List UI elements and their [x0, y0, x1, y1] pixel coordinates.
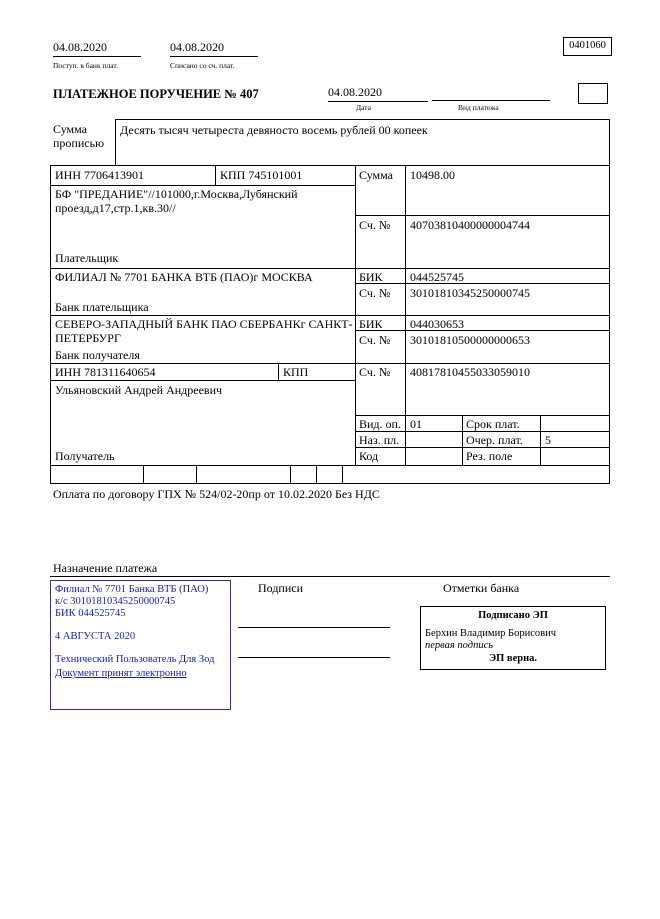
document-date: 04.08.2020: [328, 85, 428, 102]
op-type-label: Вид. оп.: [359, 417, 401, 431]
beneficiary-bank-bik-label: БИК: [359, 317, 383, 331]
amount-words-label: Сумма прописью: [53, 122, 105, 151]
op-type-value: 01: [410, 417, 422, 431]
ep-stamp-title: Подписано ЭП: [478, 610, 548, 621]
bank-stamp-bik: БИК 044525745: [55, 608, 126, 620]
received-date-label: Поступ. в банк плат.: [53, 61, 118, 70]
payer-account-value: 40703810400000004744: [410, 218, 530, 232]
payer-account-label: Сч. №: [359, 218, 391, 232]
priority-value: 5: [545, 433, 551, 447]
electronic-signature-stamp: [420, 606, 606, 670]
payer-bank-bik-label: БИК: [359, 270, 383, 284]
payment-type-line: [432, 100, 550, 101]
pay-term-label: Срок плат.: [466, 417, 520, 431]
code-label: Код: [359, 449, 379, 463]
received-date: 04.08.2020: [53, 40, 141, 57]
beneficiary-inn: ИНН 781311640654: [55, 365, 156, 379]
bank-stamp: [50, 580, 231, 710]
document-title: ПЛАТЕЖНОЕ ПОРУЧЕНИЕ № 407: [53, 87, 259, 101]
payer-name: БФ "ПРЕДАНИЕ"//101000,г.Москва,Лубянский проезд,д17,стр.1,кв.30//: [55, 187, 298, 216]
payer-bank-account-value: 30101810345250000745: [410, 286, 530, 300]
ep-stamp-verified: ЭП верна.: [488, 652, 537, 664]
beneficiary-bank-account-value: 30101810500000000653: [410, 333, 530, 347]
ep-stamp-signer-name: Берхин Владимир Борисович: [425, 627, 556, 639]
beneficiary-account-value: 40817810455033059010: [410, 365, 530, 379]
payer-inn: ИНН 7706413901: [55, 168, 144, 182]
signatures-label: Подписи: [258, 581, 304, 595]
purpose-code-label: Наз. пл.: [359, 433, 400, 447]
bank-stamp-bank-name: Филиал № 7701 Банка ВТБ (ПАО): [55, 584, 209, 595]
payer-bank-name: ФИЛИАЛ № 7701 БАНКА ВТБ (ПАО)г МОСКВА: [55, 270, 313, 284]
beneficiary-name: Ульяновский Андрей Андреевич: [55, 383, 223, 397]
payment-type-box: [578, 83, 608, 104]
reserve-field-label: Рез. поле: [466, 449, 513, 463]
beneficiary-bank-section-label: Банк получателя: [55, 348, 140, 362]
payer-bank-section-label: Банк плательщика: [55, 300, 149, 314]
payer-bank-bik-value: 044525745: [410, 270, 464, 284]
beneficiary-bank-name: СЕВЕРО-ЗАПАДНЫЙ БАНК ПАО СБЕРБАНКг САНКТ-ПЕТЕРБУРГ: [55, 317, 353, 346]
signature-line-1: [238, 627, 390, 628]
beneficiary-kpp-label: КПП: [283, 365, 309, 379]
bank-stamp-date: 4 АВГУСТА 2020: [55, 631, 136, 643]
ep-stamp-signature-type: первая подпись: [425, 640, 494, 652]
bank-stamp-accepted: Документ принят электронно: [55, 668, 187, 680]
bank-stamp-operator: Технический Пользователь Для Зод: [55, 654, 215, 666]
amount-words-value: Десять тысяч четыреста девяносто восемь рублей 00 копеек: [120, 123, 428, 137]
bank-marks-label: Отметки банка: [443, 581, 520, 595]
payer-bank-account-label: Сч. №: [359, 286, 391, 300]
payer-section-label: Плательщик: [55, 251, 119, 265]
beneficiary-section-label: Получатель: [55, 449, 115, 463]
beneficiary-bank-account-label: Сч. №: [359, 333, 391, 347]
beneficiary-account-label: Сч. №: [359, 365, 391, 379]
form-code-box: 0401060: [563, 37, 612, 56]
debited-date-label: Списано со сч. плат.: [170, 61, 235, 70]
payment-purpose-label: Назначение платежа: [53, 561, 158, 575]
payment-type-label: Вид платежа: [458, 103, 499, 112]
payment-purpose-text: Оплата по договору ГПХ № 524/02-20пр от 10.02.2020 Без НДС: [53, 487, 380, 501]
sum-value: 10498.00: [410, 168, 455, 182]
beneficiary-bank-bik-value: 044030653: [410, 317, 464, 331]
bank-stamp-corr-account: к/с 30101810345250000745: [55, 596, 176, 608]
priority-label: Очер. плат.: [466, 433, 523, 447]
payer-kpp: КПП 745101001: [220, 168, 303, 182]
signature-line-2: [238, 657, 390, 658]
date-label: Дата: [356, 103, 371, 112]
sum-label: Сумма: [359, 168, 393, 182]
debited-date: 04.08.2020: [170, 40, 258, 57]
